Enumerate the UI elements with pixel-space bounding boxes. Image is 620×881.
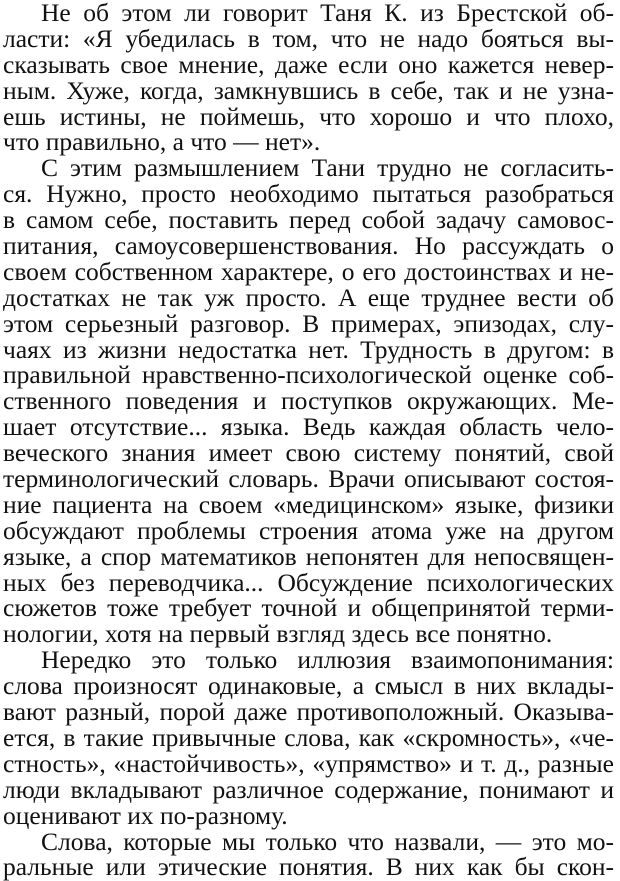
text-line: сюжетов тоже требует точной и общепринятой терми-: [3, 593, 614, 623]
text-line: питания, самоусовершенствования. Но рассуждать о: [3, 231, 614, 261]
text-line: ние пациента на своем «медицинском» языке, физики: [3, 489, 614, 519]
text-line: ным. Хуже, когда, замкнувшись в себе, так и не узна-: [3, 75, 614, 105]
text-line: ется, в такие привычные слова, как «скромность», «че-: [3, 722, 614, 752]
text-line: ральные или этические понятия. В них как бы скон-: [3, 852, 614, 881]
text-line: достатках не так уж просто. А еще труднее вести об: [3, 282, 614, 312]
text-line: Нередко это только иллюзия взаимопонимания:: [41, 645, 614, 675]
text-line: ных без переводчика... Обсуждение психологических: [3, 567, 614, 597]
paragraph-2: [3, 155, 614, 647]
text-line: в самом себе, поставить перед собой задачу самовос-: [3, 205, 614, 235]
text-line: Не об этом ли говорит Таня К. из Брестской об-: [41, 0, 614, 27]
text-line: правильной нравственно-психологической оценке соб-: [3, 360, 614, 390]
text-line: стность», «настойчивость», «упрямство» и т. д., разные: [3, 748, 614, 778]
text-line: ешь истины, не поймешь, что хорошо и что плохо,: [3, 101, 614, 131]
paragraph-3: [3, 647, 614, 828]
text-line: терминологический словарь. Врачи описывают состоя-: [3, 464, 614, 494]
text-line: ласти: «Я убедилась в том, что не надо бояться вы-: [3, 23, 614, 53]
text-line: сказывать свое мнение, даже если оно кажется невер-: [3, 49, 614, 79]
text-line: Слова, которые мы только что назвали, — это мо-: [41, 826, 614, 856]
document-page: [3, 0, 614, 880]
text-line: чаях из жизни недостатка нет. Трудность в другом: в: [3, 334, 614, 364]
text-line: шает отсутствие... языка. Ведь каждая область чело-: [3, 412, 614, 442]
text-line: оценивают их по-разному.: [3, 800, 288, 830]
text-line: С этим размышлением Тани трудно не согласить-: [41, 153, 614, 183]
text-line: языке, а спор математиков непонятен для непосвящен-: [3, 541, 614, 571]
text-line: что правильно, а что — нет».: [3, 127, 321, 157]
paragraph-1: [3, 0, 614, 155]
text-line: этом серьезный разговор. В примерах, эпизодах, слу-: [3, 308, 614, 338]
text-line: веческого знания имеет свою систему понятий, свой: [3, 438, 614, 468]
text-line: слова произносят одинаковые, а смысл в них вклады-: [3, 671, 614, 701]
paragraph-4: [3, 826, 614, 881]
text-line: люди вкладывают различное содержание, понимают и: [3, 774, 614, 804]
text-line: ся. Нужно, просто необходимо пытаться разобраться: [3, 179, 614, 209]
text-line: обсуждают проблемы строения атома уже на другом: [3, 515, 614, 545]
text-line: ственного поведения и поступков окружающих. Ме-: [3, 386, 614, 416]
text-line: вают разный, порой даже противоположный. Оказыва-: [3, 697, 614, 727]
text-line: своем собственном характере, о его достоинствах и не-: [3, 256, 614, 286]
text-line: нологии, хотя на первый взгляд здесь все понятно.: [3, 619, 553, 649]
